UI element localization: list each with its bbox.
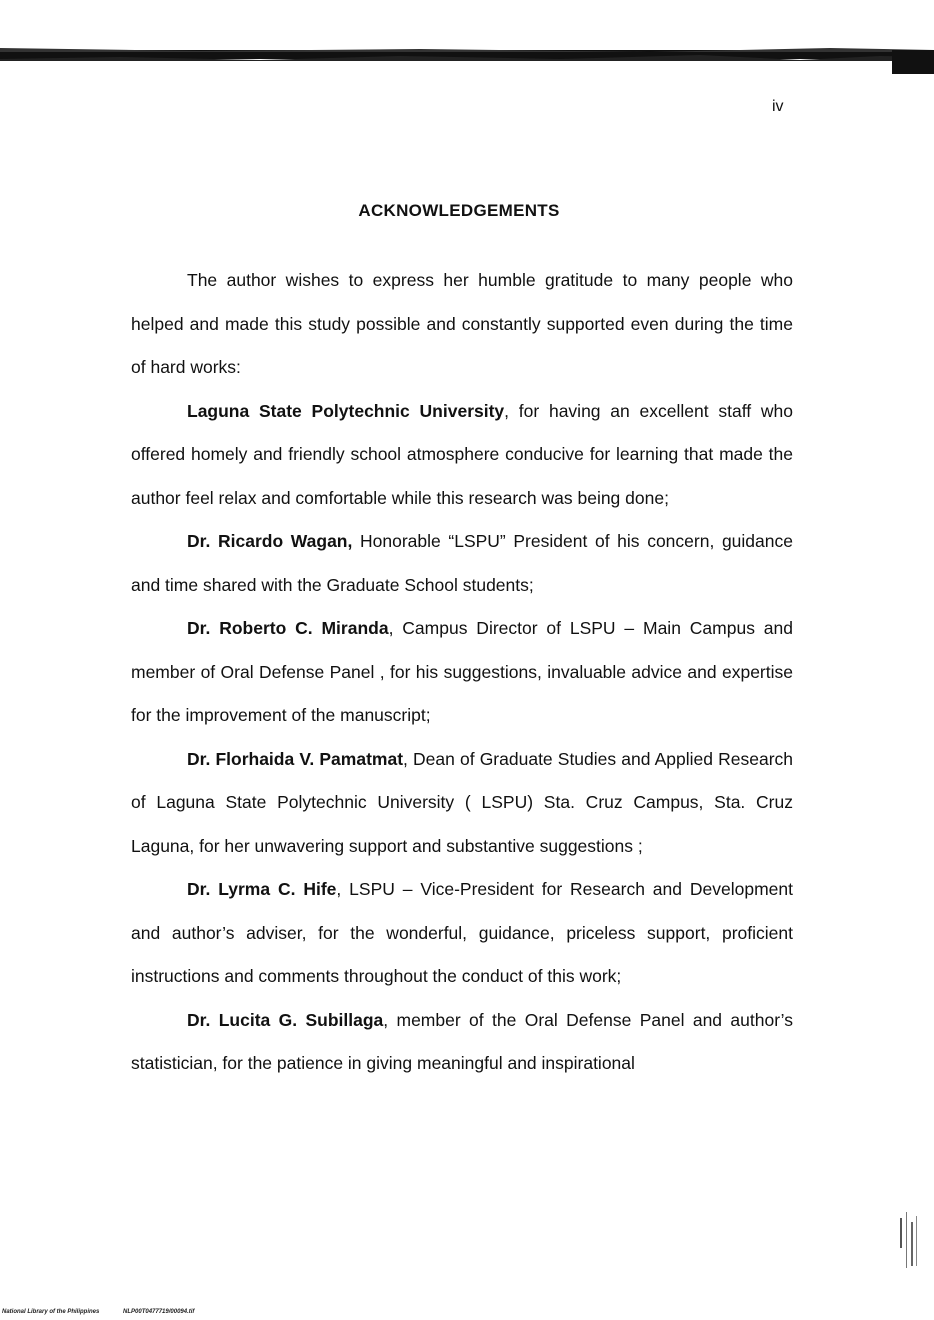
paragraph-wagan: Dr. Ricardo Wagan, Honorable “LSPU” President of his concern, guidance and time shared with the Graduate School students; (131, 531, 793, 595)
paragraph-miranda: Dr. Roberto C. Miranda, Campus Director of LSPU – Main Campus and member of Oral Defense Panel , for his suggestions, invaluable advice and expertise for the improvement of the manuscript; (131, 618, 793, 725)
page-number: iv (772, 98, 784, 115)
scan-footer (2, 1309, 216, 1315)
paragraph-pamatmat: Dr. Florhaida V. Pamatmat, Dean of Graduate Studies and Applied Research of Laguna State Polytechnic University ( LSPU) Sta. Cruz Campus, Sta. Cruz Laguna, for her unwavering support and substantive suggestions ; (131, 748, 794, 856)
scan-top-edge (0, 44, 934, 74)
paragraph-intro: The author wishes to express her humble gratitude to many people who helped and made this study possible and constantly supported even during the time of hard works: (131, 270, 793, 377)
paragraph-lspu: Laguna State Polytechnic University, for having an excellent staff who offered homely and friendly school atmosphere conducive for learning that made the author feel relax and comfortable while this research was being done; (131, 400, 793, 508)
page-title: ACKNOWLEDGEMENTS (358, 201, 560, 220)
footer-library: National Library of the Philippines (2, 1309, 100, 1315)
footer-file-id: NLP00T0477719/00094.tif (123, 1309, 195, 1315)
acknowledgements-body (131, 259, 793, 1086)
paragraph-hife: Dr. Lyrma C. Hife, LSPU – Vice-President for Research and Development and author’s adviser, for the wonderful, guidance, priceless support, proficient instructions and comments throughout the conduct of this work; (131, 879, 793, 986)
scan-noise-mark (898, 1212, 920, 1272)
paragraph-subillaga: Dr. Lucita G. Subillaga, member of the Oral Defense Panel and author’s statistician, for the patience in giving meaningful and inspirational (131, 1009, 793, 1073)
